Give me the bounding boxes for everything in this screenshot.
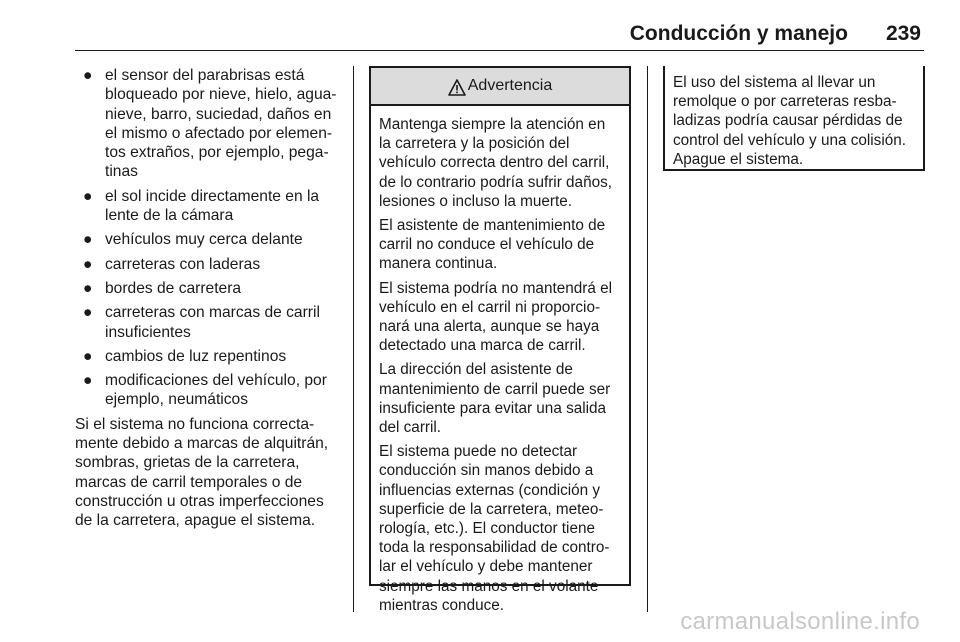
column-left xyxy=(75,66,343,531)
warning-header xyxy=(371,66,629,106)
column-divider-left xyxy=(353,66,354,612)
bullet-icon: ● xyxy=(83,347,93,365)
condition-list xyxy=(75,66,343,410)
bullet-icon: ● xyxy=(83,187,93,205)
bullet-icon: ● xyxy=(83,67,93,84)
warning-box xyxy=(369,66,631,614)
bullet-icon: ● xyxy=(83,304,93,322)
warning-title: Advertencia xyxy=(467,77,553,94)
bullet-icon: ● xyxy=(83,372,93,390)
list-item: ● modificaciones del vehículo, por ejemplo, neumáticos xyxy=(83,372,327,409)
warning-paragraph: Mantenga siempre la atención en la carretera y la posición del vehículo correcta dentro del carril, de lo contrario podría sufrir daños, lesiones o incluso la muerte. xyxy=(379,116,612,210)
list-item: ● carreteras con marcas de carril insuficientes xyxy=(83,304,320,341)
body-paragraph: Si el sistema no funciona correcta- mente debido a marcas de alquitrán, sombras, grietas de la carretera, marcas de carril temporales o de construcción u otras imperfecciones de la carretera, apague el sistema. xyxy=(75,415,329,530)
page-header xyxy=(630,22,921,46)
warning-paragraph: El sistema puede no detectar conducción sin manos debido a influencias externas (condición y superficie de la carretera, meteo- rología, etc.). El conductor tiene toda la responsabilidad de contro- lar el vehículo y debe mantener siempre las manos en el volante mientras conduce. xyxy=(379,443,610,614)
header-rule xyxy=(75,50,924,51)
watermark: carmanualsonline.info xyxy=(680,608,920,635)
page-number: 239 xyxy=(885,22,921,45)
bullet-icon: ● xyxy=(83,231,93,249)
column-divider-right xyxy=(647,66,648,612)
bullet-icon: ● xyxy=(83,279,93,297)
warning-triangle-icon xyxy=(448,79,466,96)
section-title: Conducción y manejo xyxy=(629,22,848,45)
warning-continuation-box xyxy=(663,66,925,171)
list-item: ● carreteras con laderas xyxy=(83,255,261,273)
list-item: ● vehículos muy cerca delante xyxy=(83,231,303,249)
warning-body xyxy=(371,106,629,615)
warning-paragraph: La dirección del asistente de mantenimiento de carril puede ser insuficiente para evitar una salida del carril. xyxy=(379,361,611,437)
continuation-paragraph: El uso del sistema al llevar un remolque o por carreteras resba- ladizas podría causar pérdidas de control del vehículo y una colisión. Apague el sistema. xyxy=(673,74,906,168)
list-item: ● bordes de carretera xyxy=(83,279,242,297)
list-item: ● el sensor del parabrisas está bloqueado por nieve, hielo, agua- nieve, barro, suciedad, daños en el mismo o afectado por elemen- tos extraños, por ejemplo, pega- tinas xyxy=(83,67,337,181)
list-item: ● el sol incide directamente en la lente de la cámara xyxy=(83,187,320,225)
list-item: ● cambios de luz repentinos xyxy=(83,347,287,365)
warning-paragraph: El sistema podría no mantendrá el vehículo en el carril ni proporcio- nará una alerta, aunque se haya detectado una marca de carril. xyxy=(379,279,612,355)
warning-paragraph: El asistente de mantenimiento de carril no conduce el vehículo de manera continua. xyxy=(379,217,606,273)
bullet-icon: ● xyxy=(83,255,93,273)
